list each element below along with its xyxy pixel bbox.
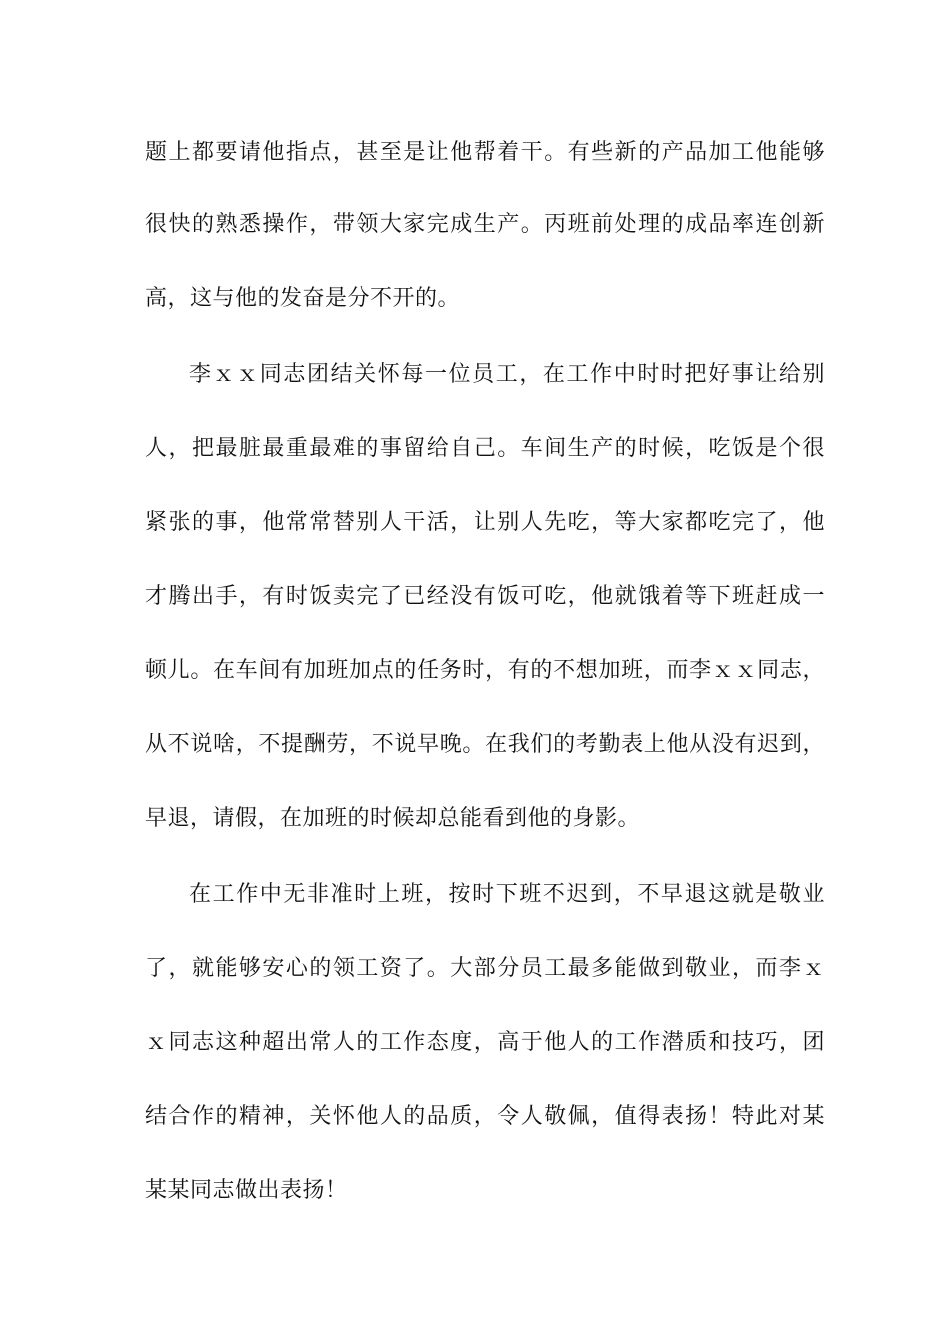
paragraph-start-line: 李ｘｘ同志团结关怀每一位员工，在工作中时时把好事让给别 (189, 362, 825, 387)
text-line: 了，就能够安心的领工资了。大部分员工最多能做到敬业，而李ｘ (145, 956, 825, 981)
text-line: 早退，请假，在加班的时候却总能看到他的身影。 (145, 806, 641, 831)
text-line: 人，把最脏最重最难的事留给自己。车间生产的时候，吃饭是个很 (145, 436, 825, 461)
text-line: 紧张的事，他常常替别人干活，让别人先吃，等大家都吃完了，他 (145, 510, 825, 535)
paragraph-start-line: 在工作中无非准时上班，按时下班不迟到，不早退这就是敬业 (189, 882, 825, 907)
text-line: 结合作的精神，关怀他人的品质，令人敬佩，值得表扬！特此对某 (145, 1104, 825, 1129)
text-line: 某某同志做出表扬！ (145, 1178, 348, 1203)
text-line: 高，这与他的发奋是分不开的。 (145, 286, 461, 311)
text-line: 题上都要请他指点，甚至是让他帮着干。有些新的产品加工他能够 (145, 140, 825, 165)
text-line: 从不说啥，不提酬劳，不说早晚。在我们的考勤表上他从没有迟到， (145, 732, 825, 757)
text-line: 很快的熟悉操作，带领大家完成生产。丙班前处理的成品率连创新 (145, 212, 825, 237)
text-line: 才腾出手，有时饭卖完了已经没有饭可吃，他就饿着等下班赶成一 (145, 584, 825, 609)
text-line: 顿儿。在车间有加班加点的任务时，有的不想加班，而李ｘｘ同志， (145, 658, 825, 683)
text-line: ｘ同志这种超出常人的工作态度，高于他人的工作潜质和技巧，团 (145, 1030, 825, 1055)
